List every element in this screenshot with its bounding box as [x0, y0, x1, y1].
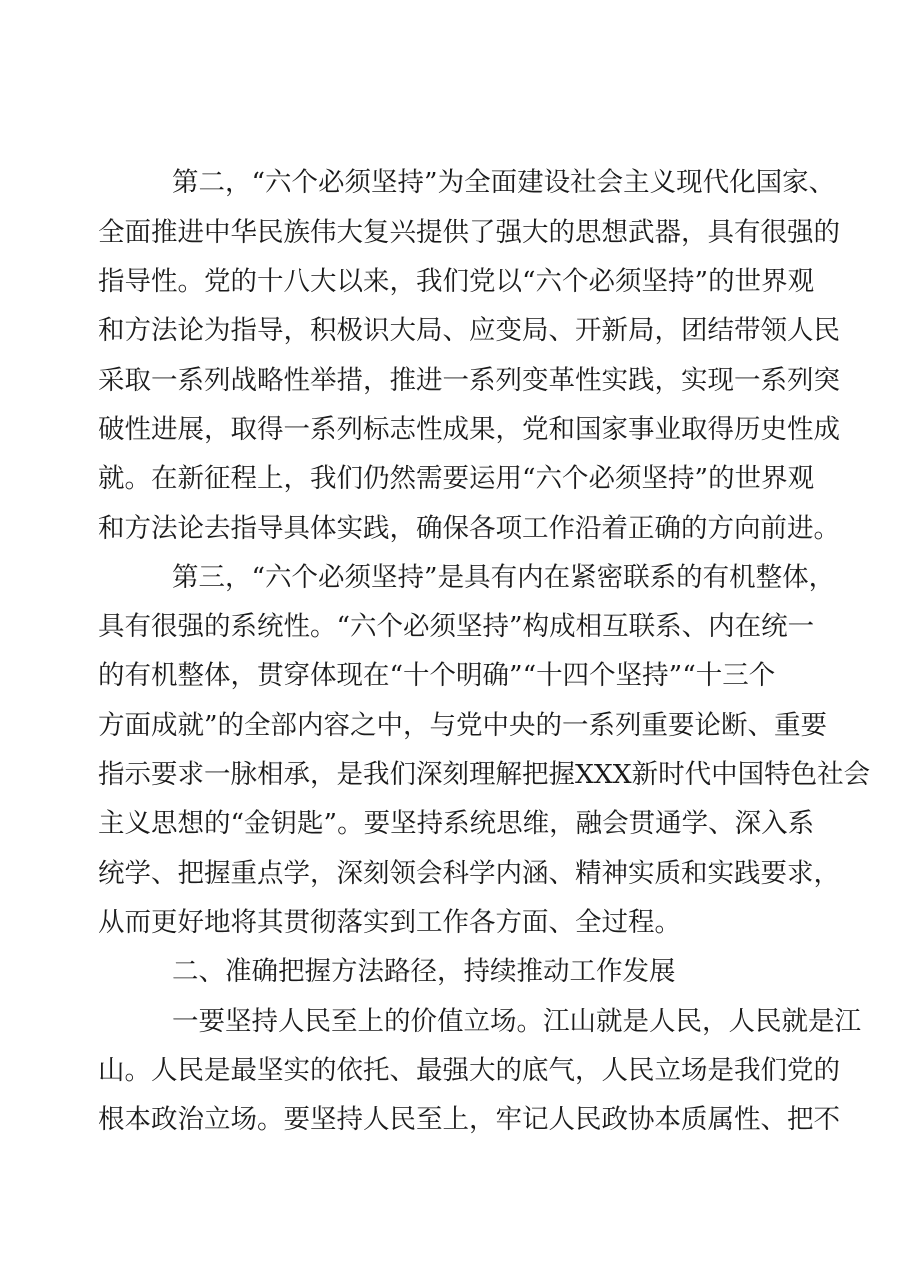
text-line: 主义思想的“金钥匙”。要坚持系统思维，融会贯通学、深入系	[98, 808, 815, 839]
text-line: 第三，“六个必须坚持”是具有内在紧密联系的有机整体，	[172, 562, 836, 593]
text-line: 的有机整体，贯穿体现在“十个明确”“十四个坚持”“十三个	[98, 660, 776, 691]
text-line: 根本政治立场。要坚持人民至上，牢记人民政协本质属性、把不	[98, 1104, 840, 1135]
text-line: 采取一系列战略性举措，推进一系列变革性实践，实现一系列突	[98, 365, 840, 396]
text-line: 破性进展，取得一系列标志性成果，党和国家事业取得历史性成	[98, 414, 840, 445]
text-line: 指导性。党的十八大以来，我们党以“六个必须坚持”的世界观	[98, 266, 815, 297]
text-line: 山。人民是最坚实的依托、最强大的底气，人民立场是我们党的	[98, 1055, 840, 1086]
text-line: 具有很强的系统性。“六个必须坚持”构成相互联系、内在统一	[98, 611, 815, 642]
text-line: 一要坚持人民至上的价值立场。江山就是人民，人民就是江	[172, 1006, 861, 1037]
text-line: 统学、把握重点学，深刻领会科学内涵、精神实质和实践要求，	[98, 858, 840, 889]
section-heading: 二、准确把握方法路径，持续推动工作发展	[172, 956, 676, 987]
text-line: 就。在新征程上，我们仍然需要运用“六个必须坚持”的世界观	[98, 463, 815, 494]
text-line: 全面推进中华民族伟大复兴提供了强大的思想武器，具有很强的	[98, 217, 840, 248]
text-line: 第二，“六个必须坚持”为全面建设社会主义现代化国家、	[172, 167, 836, 198]
text-line: 方面成就”的全部内容之中，与党中央的一系列重要论断、重要	[98, 710, 828, 741]
text-line: 指示要求一脉相承，是我们深刻理解把握XXX新时代中国特色社会	[98, 759, 871, 790]
text-line: 从而更好地将其贯彻落实到工作各方面、全过程。	[98, 907, 681, 938]
text-line: 和方法论为指导，积极识大局、应变局、开新局，团结带领人民	[98, 315, 840, 346]
text-line: 和方法论去指导具体实践，确保各项工作沿着正确的方向前进。	[98, 513, 840, 544]
